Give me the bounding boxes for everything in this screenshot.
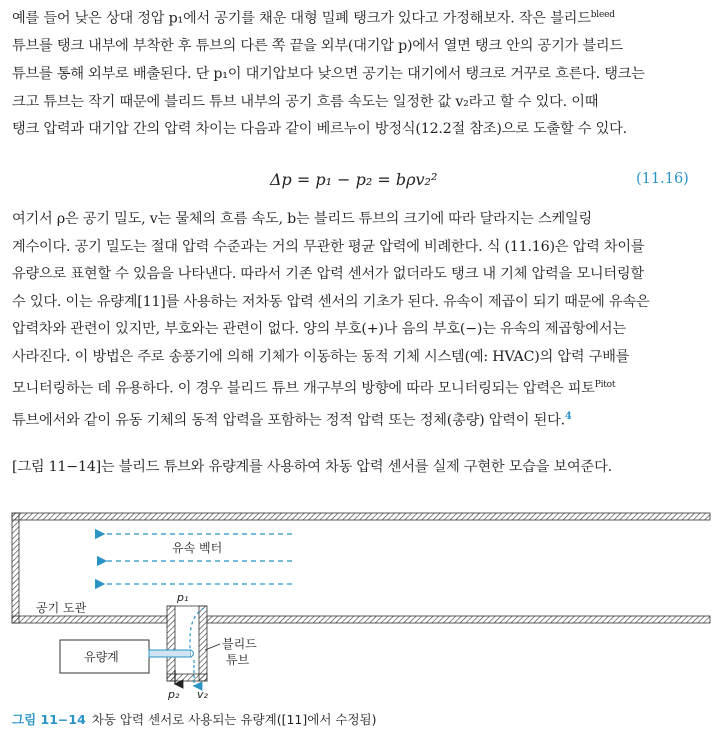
paragraph-2-line: 유량으로 표현할 수 있음을 나타낸다. 따라서 기존 압력 센서가 없더라도 탱크 내 기체 압력을 모니터링할: [12, 266, 644, 283]
paragraph-1-line: 예를 들어 낮은 상대 정압 p₁에서 공기를 채운 대형 밀폐 탱크가 있다고 가정해보자. 작은 블리드$^{bleed}$: [12, 10, 615, 27]
paragraph-2-line: 튜브에서와 같이 유동 기체의 동적 압력을 포함하는 정적 압력 또는 정체(총량) 압력이 된다.$^4$: [12, 410, 572, 429]
paragraph-3: [12, 454, 702, 482]
paragraph-2-line: 수 있다. 이는 유량계[11]를 사용하는 저차동 압력 센서의 기초가 된다. 유속이 제곱이 되기 때문에 유속은: [12, 293, 650, 310]
paragraph-2-line: 모니터링하는 데 유용하다. 이 경우 블리드 튜브 개구부의 방향에 따라 모니터링되는 압력은 피토$^{Pitot}$: [12, 379, 616, 397]
pitot-superscript: Pitot: [594, 379, 616, 390]
paragraph-3-line: [그림 11−14]는 블리드 튜브와 유량계를 사용하여 차동 압력 센서를 실제 구현한 모습을 보여준다.: [12, 459, 612, 475]
equation-number: (11.16): [636, 171, 689, 187]
paragraph-2-line: 계수이다. 공기 밀도는 절대 압력 수준과는 거의 무관한 평균 압력에 비례한다. 식 (11.16)은 압력 차이를: [12, 238, 645, 255]
equation-block: [0, 168, 713, 198]
bleed-tube-bottom: [167, 674, 207, 681]
air-duct-label: 공기 도관: [36, 601, 87, 615]
flowmeter-diagram: [0, 500, 713, 705]
duct-bottom-wall-right: [207, 616, 710, 623]
paragraph-1-line: 튜브를 통해 외부로 배출된다. 단 p₁이 대기압보다 낮으면 공기는 대기에서 탱크로 거꾸로 흐른다. 탱크는: [12, 65, 645, 82]
figure-caption: [12, 710, 376, 728]
paragraph-2-line: 압력차와 관련이 있지만, 부호와는 관련이 없다. 양의 부호(+)나 음의 부호(−)는 유속의 제곱항에서는: [12, 321, 626, 338]
paragraph-1-line: 튜브를 탱크 내부에 부착한 후 튜브의 다른 쪽 끝을 외부(대기압 p)에서 열면 탱크 안의 공기가 블리드: [12, 38, 623, 55]
equation-formula: Δp = p₁ − p₂ = bρv₂²: [270, 170, 438, 189]
duct-left-wall: [12, 513, 19, 623]
v2-label: v₂: [197, 688, 208, 701]
bleed-tube-left-wall: [167, 606, 175, 681]
duct-bottom-wall-left: [12, 616, 167, 623]
p1-label: p₁: [177, 591, 189, 604]
bleed-superscript: bleed: [590, 10, 615, 20]
paragraph-1: [12, 2, 702, 144]
bleed-tube-label-1: 블리드: [222, 637, 257, 651]
duct-top-wall: [12, 513, 710, 520]
velocity-vector-label: 유속 벡터: [172, 541, 223, 555]
paragraph-2-line: 사라진다. 이 방법은 주로 송풍기에 의해 기체가 이동하는 동적 기체 시스템(예: HVAC)의 압력 구배를: [12, 348, 630, 365]
paragraph-1-line: 크고 튜브는 작기 때문에 블리드 튜브 내부의 공기 흐름 속도는 일정한 값 v₂라고 할 수 있다. 이때: [12, 93, 599, 110]
paragraph-2: [12, 206, 702, 435]
bleed-tube-label-2: 튜브: [226, 653, 250, 667]
caption-tag: 그림 11−14: [12, 712, 86, 727]
probe-tube: [149, 650, 191, 657]
bleed-tube-right-wall: [199, 606, 207, 681]
probe-tip: [191, 650, 194, 657]
p2-label: p₂: [168, 688, 180, 701]
paragraph-1-line: 탱크 압력과 대기압 간의 압력 차이는 다음과 같이 베르누이 방정식(12.2절 참조)으로 도출할 수 있다.: [12, 121, 627, 138]
figure-11-14: [0, 500, 713, 729]
footnote-marker[interactable]: 4: [564, 410, 572, 422]
paragraph-2-line: 여기서 ρ은 공기 밀도, v는 물체의 흐름 속도, b는 블리드 튜브의 크기에 따라 달라지는 스케일링: [12, 211, 592, 227]
flowmeter-label: 유량계: [84, 650, 119, 664]
caption-text: 차동 압력 센서로 사용되는 유량계([11]에서 수정됨): [91, 712, 377, 727]
